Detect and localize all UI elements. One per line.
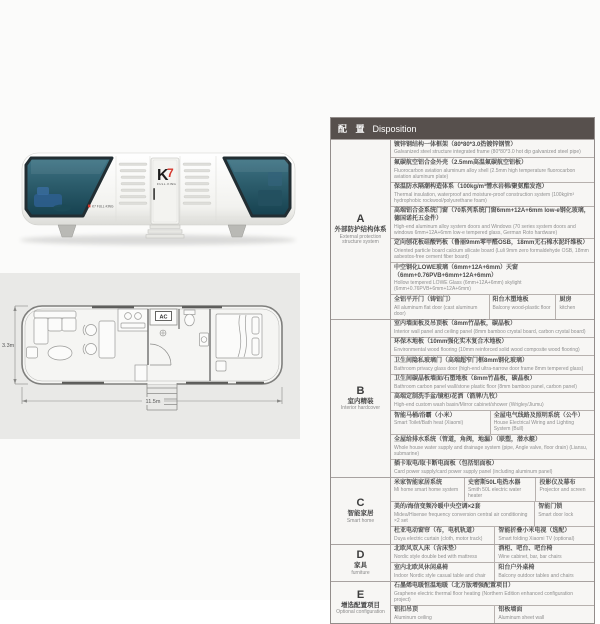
coffee-table (48, 346, 72, 360)
height-dimension-label: 3.3m (2, 343, 15, 349)
bedside-table (216, 361, 226, 371)
spec-cell-zh: 石墨烯电暖恒温地暖（北方版增强配置项目） (394, 583, 515, 590)
spec-cell-en: Smart Toilet/Bath heat (Xiaomi) (394, 420, 464, 427)
section-title-zh: 智能家居 (347, 510, 374, 518)
spec-cell (555, 295, 594, 318)
floor-plan-drawing (0, 273, 300, 439)
spec-cell-zh: 铝板墙面 (498, 607, 523, 614)
spec-cell-zh: 智能门锁 (538, 503, 563, 510)
spec-cell-zh: 北欧风双人床（含床垫） (394, 546, 461, 553)
capsule-render-image (0, 116, 300, 273)
spec-cell-zh: 厨房 (559, 296, 572, 303)
spec-cell-zh: 史密斯50L电热水器 (468, 479, 521, 486)
spec-cell (391, 356, 594, 373)
floor-plan-panel (0, 273, 300, 439)
spec-cell-en: Mi home smart home system (394, 487, 459, 494)
spec-cell (490, 411, 594, 434)
section-title-en: Optional configuration (336, 609, 385, 616)
spec-cell-en: Projector and screen (539, 487, 586, 494)
section-label-e (331, 582, 391, 624)
spec-cell (391, 435, 594, 458)
spec-cell-zh: 智能马桶/浴霸（小米） (394, 412, 456, 419)
spec-cell-zh: 室内墙面板及吊顶板（8mm竹晶板，碳晶板） (394, 321, 517, 328)
section-letter: C (356, 497, 365, 510)
entry-steps (146, 225, 184, 238)
spec-row (391, 501, 594, 525)
spec-cell-zh: 定向刨花板硅酸钙板（鲁丽9mm零甲醛OSB，18mm无石棉水泥纤维板） (394, 240, 589, 247)
spec-cell-en: House Electrical Wiring and Lighting System (Bull) (493, 420, 575, 433)
spec-cell-en: Whole house water supply and drainage system (pipe, Angle valve, floor drain) (Liansu, submarine) (394, 444, 588, 457)
spec-row (391, 294, 594, 318)
spec-row (391, 434, 594, 458)
spec-cell-zh: 阳台户外桌椅 (498, 564, 535, 571)
spec-cell-zh: 米家智能家居系统 (394, 479, 443, 486)
spec-cell (489, 295, 556, 318)
spec-cell-en: Smart door lock (538, 511, 574, 518)
spec-section-b (331, 319, 594, 477)
spec-cell-en: Smith 50L electric water heater (468, 487, 522, 500)
spec-cell (391, 375, 594, 392)
section-rows (391, 582, 594, 624)
spec-row (391, 140, 594, 157)
spec-cell-en: Oriented particle board calcium silicate board (Luli 9mm zero formaldehyde OSB, 18mm asbestos-free cement fiber board) (394, 248, 589, 261)
section-title-en: Interior hardcover (340, 405, 381, 412)
spec-cell-zh: 阳台木塑地板 (492, 296, 529, 303)
section-letter: D (356, 548, 365, 561)
spec-cell-en: Graphene electric thermal floor heating (Northern Edition enhanced configuration project) (394, 590, 573, 603)
spec-cell (391, 478, 464, 501)
width-dimension-label: 11.5m (145, 399, 161, 406)
spec-cell (391, 563, 494, 580)
spec-cell (391, 207, 594, 238)
spec-cell-zh: 铝扣吊顶 (394, 607, 419, 614)
spec-row (391, 545, 594, 562)
section-rows (391, 140, 594, 319)
spec-cell-en: Bathroom carbon panel wall/stone plastic floor (8mm bamboo panel, carbon panel) (394, 383, 577, 390)
spec-cell-en: Aluminum ceiling (394, 615, 432, 622)
spec-cell-zh: 氟碳航空铝合金外壳（2.5mm高温氟碳航空铝板） (394, 159, 528, 166)
spec-row (391, 392, 594, 410)
spec-cell-en: Balcony outdoor tables and chairs (498, 572, 574, 579)
spec-row (391, 320, 594, 337)
kitchen-counter (118, 309, 148, 331)
k7-logo-sub: FULL·KING (157, 182, 177, 186)
spec-row (391, 582, 594, 605)
spec-cell-zh: 插卡取电/取卡断电面板（包括铝面板） (394, 461, 498, 468)
section-rows (391, 545, 594, 581)
spec-row (391, 206, 594, 238)
spec-cell-en: Aluminum sheet wall (498, 615, 545, 622)
spec-cell-en: Environmental wood flooring (10mm reinforced solid wood composite wood flooring) (394, 347, 580, 354)
spec-row (391, 262, 594, 294)
spec-cell (391, 460, 594, 477)
dining-table (99, 321, 115, 358)
floor-drain (160, 330, 166, 336)
k7-logo (157, 166, 177, 186)
spec-cell (391, 295, 489, 318)
spec-cell (391, 527, 494, 544)
spec-cell (391, 239, 594, 262)
spec-row (391, 374, 594, 392)
section-title-zh: 增选配置项目 (341, 601, 380, 609)
section-title-zh: 室内精装 (347, 397, 374, 405)
spec-cell-zh: 全屋电气线路及照明系统（公牛） (493, 412, 584, 419)
capsule-leg (58, 225, 76, 237)
spec-cell (534, 502, 594, 525)
k7-logo-k: K (157, 167, 169, 184)
section-title-zh: 外部防护结构体系 (334, 225, 387, 233)
spec-cell-en: Indoor Nordic style casual table and chair (394, 572, 486, 579)
spec-row (391, 478, 594, 501)
section-label-c (331, 478, 391, 544)
spec-cell (494, 545, 594, 562)
spec-row (391, 355, 594, 373)
spec-cell-zh: 高端铝合金系统门窗（70系列系统门窗6mm+12A+6mm low-e钢化玻璃，德国诺托五金件） (394, 208, 590, 223)
spec-cell-zh: 卫生间隐私玻璃门（高端超窄门框8mm钢化玻璃） (394, 357, 529, 364)
spec-cell (391, 411, 490, 434)
kitchen-cabinet (135, 365, 147, 381)
spec-cell (391, 183, 594, 206)
spec-cell (391, 320, 594, 337)
spec-cell-zh: 美的/海信变频冷暖中央空调×2套 (394, 503, 481, 510)
spec-cell-zh: 保温防水隔潮构造体系（100kg/m³憎水岩棉/聚氨酯发泡） (394, 184, 548, 191)
spec-row (391, 157, 594, 181)
spec-cell (391, 502, 534, 525)
spec-row (391, 182, 594, 206)
spec-header-zh: 配 置 (338, 124, 368, 134)
section-title-zh: 家具 (354, 562, 367, 569)
section-letter: E (356, 588, 365, 601)
k7-logo-7: 7 (167, 166, 174, 180)
spec-cell-en: Galvanized steel structure integrated frame (80*80*3.0 hot dip galvanized steel pipe) (394, 149, 581, 156)
spec-row (391, 337, 594, 355)
toilet (184, 310, 195, 326)
spec-cell (391, 606, 494, 623)
spec-row (391, 562, 594, 580)
section-letter: A (356, 212, 365, 225)
spec-cell-en: Duya electric curtain (cloth, motor track) (394, 535, 483, 542)
spec-cell-en: Midea/Hisense frequency conversion central air conditioning ×2 set (394, 511, 528, 524)
brand-strip (88, 204, 114, 208)
spec-cell-zh: 镀锌钢结构一体框架（80*80*3.0热镀锌钢管） (394, 141, 517, 148)
section-title-en: Smart home (346, 518, 375, 525)
spec-section-c (331, 477, 594, 544)
spec-cell (391, 582, 594, 605)
spec-cell-en: Interior wall panel and ceiling panel (8mm bamboo crystal board, carbon crystal board) (394, 328, 586, 335)
spec-table-header (331, 118, 594, 139)
spec-row (391, 526, 594, 544)
brand-strip-label: K7 FULL·KING (92, 204, 114, 209)
bathroom-sink (200, 333, 209, 346)
spec-cell-zh: 室内北欧风休闲桌椅 (394, 564, 449, 571)
spec-cell-zh: 杜亚电动窗帘（布，电机轨道） (394, 528, 479, 535)
spec-cell (391, 338, 594, 355)
spec-cell-en: Balcony wood-plastic floor (492, 304, 551, 311)
door-handle (153, 188, 155, 200)
spec-cell-zh: 智能折叠小米电视（选配） (498, 528, 571, 535)
spec-section-a (331, 139, 594, 319)
side-table (27, 347, 38, 358)
spec-section-e (331, 581, 594, 624)
spec-cell (391, 158, 594, 181)
spec-cell (494, 563, 594, 580)
spec-cell-zh: 卫生间碳晶板墙面/石塑地板（8mm竹晶板，碳晶板） (394, 376, 536, 383)
section-title-en: External protection structure system (339, 233, 382, 246)
spec-cell (494, 527, 594, 544)
spec-table-body (331, 139, 594, 623)
spec-cell-en: Smart folding Xiaomi TV (optional) (498, 535, 575, 542)
spec-cell-en: Hollow tempered LOWE Glass (6mm+12A+6mm) skylight (6mm+0.76PVB+6mm+12A+6mm) (394, 280, 522, 293)
spec-cell-en: All aluminum flat door (cast aluminum door) (394, 304, 478, 317)
spec-row (391, 605, 594, 623)
spec-cell-zh: 中空钢化LOWE玻璃（6mm+12A+6mm）天窗（6mm+0.76PVB+6mm+12A+6mm） (394, 264, 519, 279)
spec-cell-zh: 环保木地板（10mm强化实木复合木地板） (394, 339, 508, 346)
spec-cell (391, 263, 594, 294)
spec-table (330, 117, 595, 624)
section-label-b (331, 320, 391, 477)
double-bed (216, 314, 262, 358)
spec-section-d (331, 544, 594, 581)
section-label-d (331, 545, 391, 581)
section-rows (391, 478, 594, 544)
product-render-panel (0, 116, 300, 273)
spec-row (391, 410, 594, 434)
spec-cell-zh: 高端定制洗手盆/镜柜/花洒（箭牌/九牧） (394, 394, 502, 401)
ac-closet (150, 309, 177, 325)
spec-cell-en: kitchen (559, 304, 576, 311)
spec-cell (391, 545, 494, 562)
spec-cell (391, 140, 594, 157)
spec-cell-en: High-end custom wash basin/Mirror cabinet/shower (Wrigley/Jiumu) (394, 402, 544, 409)
spec-cell-en: Fluorocarbon aviation aluminum alloy shell (2.5mm high temperature fluorocarbon aviation aluminum plate) (394, 167, 576, 180)
spec-cell-en: Wine cabinet, bar, bar chairs (498, 554, 562, 561)
spec-cell (535, 478, 594, 501)
section-label-a (331, 140, 391, 319)
spec-row (391, 238, 594, 262)
spec-cell-en: Bathroom privacy glass door (high-end ultra-narrow door frame 8mm tempered glass) (394, 365, 584, 372)
spec-cell-en: Card power supply/card power supply panel (including aluminum panel) (394, 469, 553, 476)
ac-label: AC (159, 314, 168, 321)
spec-cell (391, 393, 594, 410)
spec-cell (494, 606, 594, 623)
spec-cell-zh: 全铝平开门（铸铝门） (394, 296, 455, 303)
spec-cell-en: Thermal insulation, waterproof and moisture-proof construction system (100kg/m³ hydrophobic rockwool/polyurethane foam) (394, 191, 575, 204)
spec-cell-en: Nordic style double bed with mattress (394, 554, 478, 561)
section-rows (391, 320, 594, 477)
section-title-en: furniture (351, 569, 370, 576)
section-letter: B (356, 384, 365, 397)
spec-cell-zh: 全屋给排水系统（管道，角阀，地漏）（联塑，潜水艇） (394, 436, 542, 443)
capsule-leg (228, 225, 246, 237)
plan-entry-steps (147, 383, 177, 410)
spec-cell-en: High-end aluminum alloy system doors and Windows (70 series system doors and windows 6mm+12A+6mm low-e tempered glass, German Roto hardware) (394, 223, 576, 236)
spec-row (391, 459, 594, 477)
spec-header-en: Disposition (372, 123, 417, 134)
spec-cell-zh: 投影仪及幕布 (539, 479, 576, 486)
spec-cell-zh: 酒柜、吧台、吧台椅 (498, 546, 553, 553)
spec-cell (464, 478, 535, 501)
